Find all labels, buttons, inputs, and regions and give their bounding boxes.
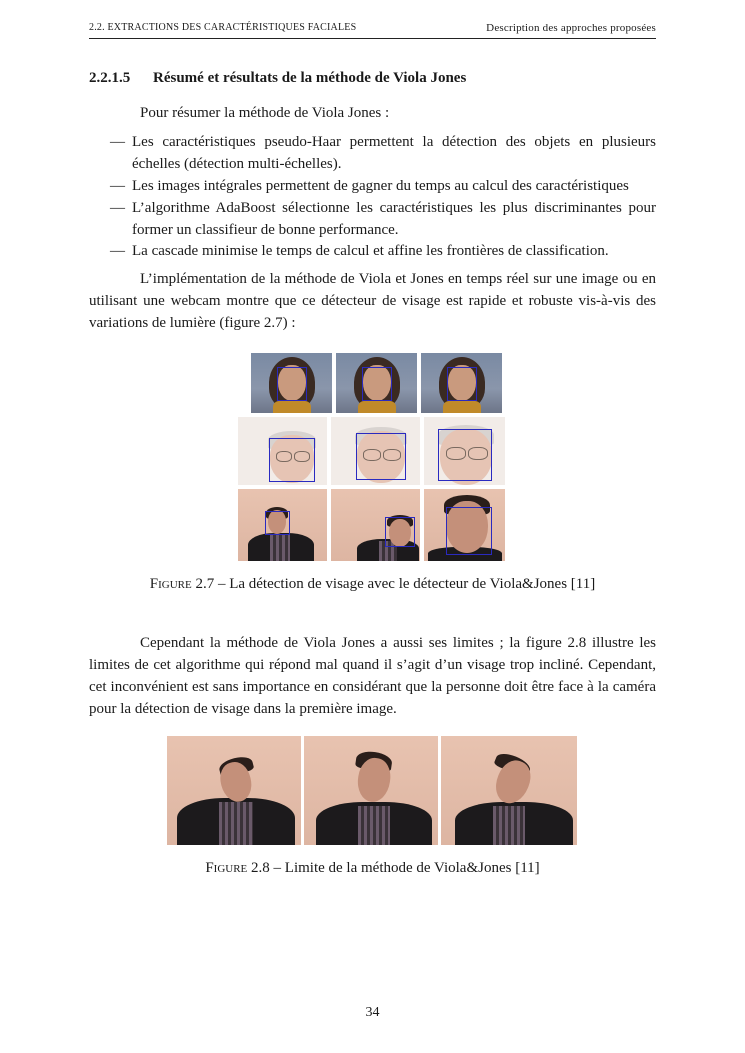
paragraph-2 bbox=[89, 632, 656, 720]
caption-text: La détection de visage avec le détecteur de Viola&Jones [11] bbox=[229, 576, 596, 592]
face-photo bbox=[331, 417, 420, 485]
section-heading bbox=[89, 70, 466, 87]
bullet-item bbox=[110, 197, 656, 241]
detection-box bbox=[438, 429, 492, 481]
face-photo bbox=[331, 489, 420, 561]
tilted-face-photo bbox=[304, 736, 438, 845]
face-photo bbox=[238, 417, 327, 485]
face-photo bbox=[336, 353, 417, 413]
bullet-text: Les caractéristiques pseudo-Haar permettent la détection des objets en plusieurs échelles (détection multi-échelles). bbox=[132, 134, 656, 172]
face-photo bbox=[238, 489, 327, 561]
section-number: 2.2.1.5 bbox=[89, 70, 131, 86]
detection-box bbox=[447, 367, 477, 401]
face-photo bbox=[424, 489, 505, 561]
page-number: 34 bbox=[365, 1005, 380, 1020]
tilted-face-photo bbox=[441, 736, 577, 845]
caption-separator: – bbox=[269, 860, 285, 876]
header-rule bbox=[89, 38, 656, 39]
detection-box bbox=[269, 438, 315, 482]
caption-separator: – bbox=[214, 576, 230, 592]
bullet-marker: — bbox=[110, 200, 125, 216]
detection-box bbox=[356, 433, 406, 480]
intro-text: Pour résumer la méthode de Viola Jones : bbox=[140, 105, 390, 121]
face-photo bbox=[424, 417, 505, 485]
detection-box bbox=[446, 507, 492, 555]
bullet-item bbox=[110, 175, 656, 197]
bullet-item bbox=[110, 131, 656, 175]
caption-text: Limite de la méthode de Viola&Jones [11] bbox=[284, 860, 540, 876]
face-photo bbox=[421, 353, 502, 413]
running-header-left: 2.2. EXTRACTIONS DES CARACTÉRISTIQUES FACIALES bbox=[89, 22, 357, 33]
detection-box bbox=[362, 367, 392, 401]
detection-box bbox=[385, 517, 415, 547]
detection-box bbox=[277, 367, 307, 401]
paragraph-1-text: L’implémentation de la méthode de Viola et Jones en temps réel sur une image ou en utilisant une webcam montre que ce détecteur de visage est rapide et robuste vis-à-vis des variations de lumière (figure 2.7) : bbox=[89, 271, 656, 331]
figure-label: Figure 2.8 bbox=[205, 860, 270, 876]
paragraph-2-text: Cependant la méthode de Viola Jones a aussi ses limites ; la figure 2.8 illustre les limites de cet algorithme qui répond mal quand il s’agit d’un visage trop incliné. Cependant, cet inconvénient est sans importance en considérant que la personne doit être face à la caméra pour la détection de visage dans la première image. bbox=[89, 635, 656, 717]
face-photo bbox=[251, 353, 332, 413]
running-header-right: Description des approches proposées bbox=[486, 22, 656, 34]
figure-2-7-caption bbox=[0, 576, 745, 593]
figure-2-8-caption bbox=[0, 860, 745, 877]
section-title: Résumé et résultats de la méthode de Viola Jones bbox=[153, 70, 467, 86]
bullet-text: L’algorithme AdaBoost sélectionne les caractéristiques les plus discriminantes pour former un classifieur de bonne performance. bbox=[132, 200, 656, 238]
bullet-text: Les images intégrales permettent de gagner du temps au calcul des caractéristiques bbox=[132, 178, 629, 194]
bullet-marker: — bbox=[110, 243, 125, 259]
detection-box bbox=[265, 511, 290, 535]
tilted-face-photo bbox=[167, 736, 301, 845]
paragraph-1 bbox=[89, 268, 656, 334]
bullet-text: La cascade minimise le temps de calcul et affine les frontières de classification. bbox=[132, 243, 609, 259]
bullet-item bbox=[110, 240, 656, 262]
figure-label: Figure 2.7 bbox=[149, 576, 215, 592]
bullet-marker: — bbox=[110, 134, 125, 150]
bullet-marker: — bbox=[110, 178, 125, 194]
